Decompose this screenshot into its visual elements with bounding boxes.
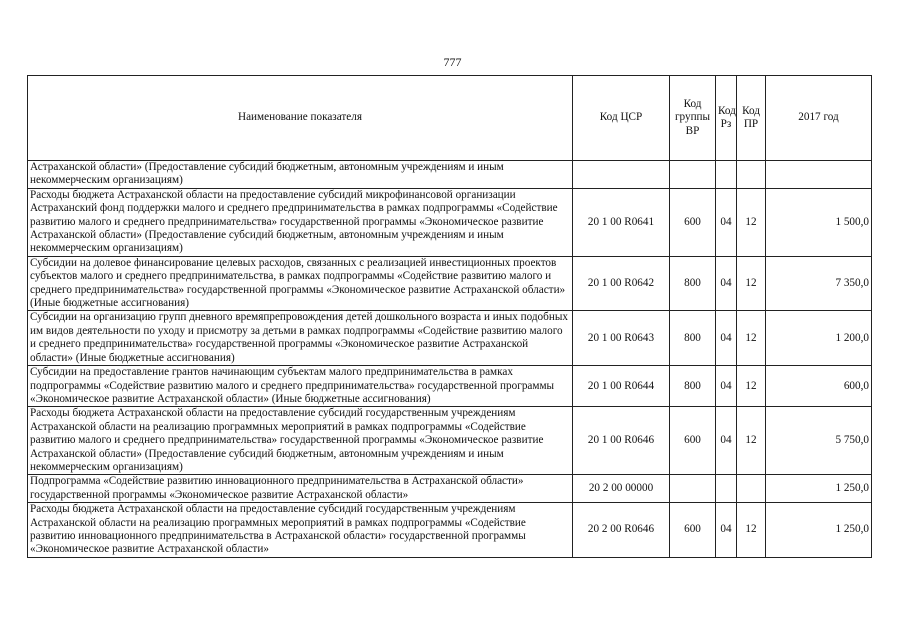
row-pr: 12 <box>737 503 766 558</box>
row-csr: 20 1 00 R0642 <box>573 256 670 311</box>
row-amount: 600,0 <box>766 366 872 407</box>
row-vr: 800 <box>670 256 716 311</box>
row-amount: 1 250,0 <box>766 503 872 558</box>
row-rz <box>716 161 737 189</box>
header-pr: Код ПР <box>737 76 766 161</box>
budget-table <box>27 75 872 558</box>
row-vr <box>670 475 716 503</box>
row-vr: 800 <box>670 311 716 366</box>
header-name: Наименование показателя <box>28 76 573 161</box>
row-vr: 800 <box>670 366 716 407</box>
row-amount: 1 250,0 <box>766 475 872 503</box>
row-rz: 04 <box>716 407 737 475</box>
row-name: Расходы бюджета Астраханской области на предоставление субсидий государственным учреждениям Астраханской области на реализацию программных мероприятий в рамках подпрограммы «Содействие развитию инновационного предпринимательства в Астраханской области» государственной программы «Экономическое развитие Астраханской области» <box>28 503 573 558</box>
table-row <box>28 475 872 503</box>
row-vr: 600 <box>670 503 716 558</box>
row-name: Субсидии на долевое финансирование целевых расходов, связанных с реализацией инвестиционных проектов субъектов малого и среднего предпринимательства, в рамках подпрограммы «Содействие развитию малого и среднего предпринимательства» государственной программы «Экономическое развитие Астраханской области» (Иные бюджетные ассигнования) <box>28 256 573 311</box>
row-name: Астраханской области» (Предоставление субсидий бюджетным, автономным учреждениям и иным некоммерческим организациям) <box>28 161 573 189</box>
row-pr: 12 <box>737 407 766 475</box>
row-pr: 12 <box>737 256 766 311</box>
table-row <box>28 256 872 311</box>
row-name: Расходы бюджета Астраханской области на предоставление субсидий государственным учреждениям Астраханской области на реализацию программных мероприятий в рамках подпрограммы «Содействие развитию малого и среднего предпринимательства» государственной программы «Экономическое развитие Астраханской области» (Предоставление субсидий бюджетным, автономным учреждениям и иным некоммерческим организациям) <box>28 407 573 475</box>
row-csr: 20 1 00 R0646 <box>573 407 670 475</box>
header-csr: Код ЦСР <box>573 76 670 161</box>
table-row <box>28 161 872 189</box>
row-pr: 12 <box>737 311 766 366</box>
row-csr: 20 1 00 R0644 <box>573 366 670 407</box>
row-rz: 04 <box>716 256 737 311</box>
row-csr: 20 2 00 R0646 <box>573 503 670 558</box>
row-amount: 1 500,0 <box>766 188 872 256</box>
row-pr: 12 <box>737 188 766 256</box>
row-amount: 1 200,0 <box>766 311 872 366</box>
table-row <box>28 407 872 475</box>
row-csr <box>573 161 670 189</box>
row-name: Субсидии на организацию групп дневного времяпрепровождения детей дошкольного возраста и иных подобных им видов деятельности по уходу и присмотру за детьми в рамках подпрограммы «Содействие развитию малого и среднего предпринимательства» государственной программы «Экономическое развитие Астраханской области» (Иные бюджетные ассигнования) <box>28 311 573 366</box>
row-rz: 04 <box>716 188 737 256</box>
row-csr: 20 1 00 R0641 <box>573 188 670 256</box>
table-row <box>28 366 872 407</box>
row-name: Подпрограмма «Содействие развитию инновационного предпринимательства в Астраханской области» государственной программы «Экономическое развитие Астраханской области» <box>28 475 573 503</box>
row-pr <box>737 161 766 189</box>
header-year: 2017 год <box>766 76 872 161</box>
header-rz: Код Рз <box>716 76 737 161</box>
row-name: Субсидии на предоставление грантов начинающим субъектам малого предпринимательства в рамках подпрограммы «Содействие развитию малого и среднего предпринимательства» государственной программы «Экономическое развитие Астраханской области» (Иные бюджетные ассигнования) <box>28 366 573 407</box>
row-rz: 04 <box>716 503 737 558</box>
row-pr: 12 <box>737 366 766 407</box>
row-vr <box>670 161 716 189</box>
table-row <box>28 503 872 558</box>
row-amount: 5 750,0 <box>766 407 872 475</box>
table-row <box>28 311 872 366</box>
row-csr: 20 2 00 00000 <box>573 475 670 503</box>
row-amount: 7 350,0 <box>766 256 872 311</box>
header-vr: Код группы ВР <box>670 76 716 161</box>
row-pr <box>737 475 766 503</box>
row-vr: 600 <box>670 188 716 256</box>
page-number: 777 <box>443 55 462 69</box>
table-row <box>28 188 872 256</box>
row-csr: 20 1 00 R0643 <box>573 311 670 366</box>
row-rz <box>716 475 737 503</box>
row-amount <box>766 161 872 189</box>
row-vr: 600 <box>670 407 716 475</box>
row-name: Расходы бюджета Астраханской области на предоставление субсидий микрофинансовой организации Астраханский фонд поддержки малого и среднего предпринимательства в рамках подпрограммы «Содействие развитию малого и среднего предпринимательства» государственной программы «Экономическое развитие Астраханской области» (Предоставление субсидий бюджетным, автономным учреждениям и иным некоммерческим организациям) <box>28 188 573 256</box>
table-header-row <box>28 76 872 161</box>
row-rz: 04 <box>716 311 737 366</box>
row-rz: 04 <box>716 366 737 407</box>
